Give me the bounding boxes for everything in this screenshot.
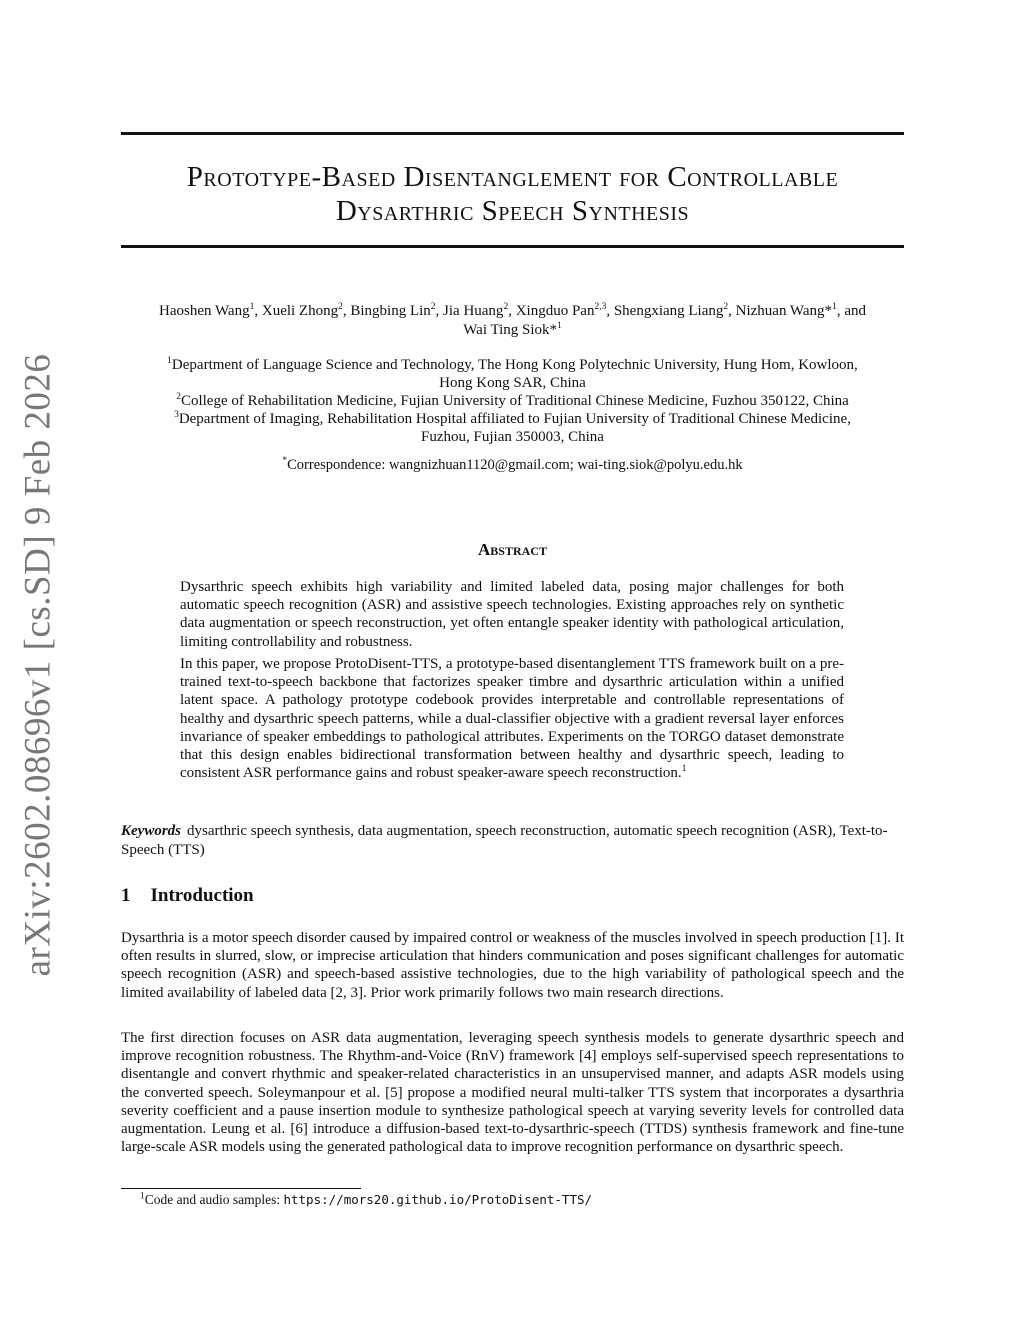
affiliation-text: Fuzhou, Fujian 350003, China <box>421 429 604 445</box>
affiliation-text: Department of Imaging, Rehabilitation Hospital affiliated to Fujian University of Traditional Chinese Medicine, <box>178 411 851 427</box>
affiliation-text: Department of Language Science and Technology, The Hong Kong Polytechnic University, Hung Hom, Kowloon, <box>171 357 858 373</box>
footnote-mark: 1 <box>140 1191 145 1202</box>
affiliation-text: Hong Kong SAR, China <box>439 375 586 391</box>
affiliation-mark: 2 <box>176 392 181 402</box>
affiliation-2 <box>121 392 904 410</box>
author-separator: , and <box>836 303 866 319</box>
author-name: , Xingduo Pan <box>508 303 595 319</box>
title-line-1: Prototype-Based Disentanglement for Controllable <box>186 161 839 193</box>
footnote-url[interactable]: https://mors20.github.io/ProtoDisent-TTS/ <box>283 1192 593 1207</box>
affiliation-mark: 2,3 <box>594 302 607 312</box>
author-name: , Jia Huang <box>435 303 504 319</box>
affiliation-text: College of Rehabilitation Medicine, Fujian University of Traditional Chinese Medicine, Fuzhou 350122, China <box>180 393 849 409</box>
author-name: , Nizhuan Wang* <box>728 303 833 319</box>
title-bottom-rule <box>121 245 904 248</box>
affiliation-mark: 2 <box>723 302 729 312</box>
arxiv-identifier: arXiv:2602.08696v1 [cs.SD] 9 Feb 2026 <box>17 353 59 977</box>
affiliation-mark: 1 <box>249 302 255 312</box>
abstract-text: In this paper, we propose ProtoDisent-TTS, a prototype-based disentanglement TTS framework built on a pre-trained text-to-speech backbone that factorizes speaker timbre and dysarthric articulation within a unified latent space. A pathology prototype codebook provides interpretable and controllable representations of healthy and dysarthric speech patterns, while a dual-classifier objective with a gradient reversal layer enforces invariance of speaker embeddings to pathological attributes. Experiments on the TORGO dataset demonstrate that this design enables bidirectional transformation between healthy and dysarthric speech, leading to consistent ASR performance gains and robust speaker-aware speech reconstruction. <box>180 656 844 782</box>
affiliation-mark: 2 <box>503 302 509 312</box>
footnote-rule <box>121 1188 361 1189</box>
correspondence-text: Correspondence: wangnizhuan1120@gmail.com; wai-ting.siok@polyu.edu.hk <box>287 457 743 473</box>
paper-title <box>121 160 904 228</box>
affiliation-mark: 1 <box>167 356 172 366</box>
section-title: Introduction <box>150 885 254 906</box>
body-paragraph-2: The first direction focuses on ASR data augmentation, leveraging speech synthesis models to generate dysarthric speech and improve recognition robustness. The Rhythm-and-Voice (RnV) framework [4] employs self-supervised speech representations to disentangle and convert rhythmic and speaker-related characteristics in an unsupervised manner, and adapts ASR models using the converted speech. Soleymanpour et al. [5] propose a modified neural multi-talker TTS system that incorporates a dysarthria severity coefficient and a pause insertion module to synthesize pathological speech at varying severity levels for controlled data augmentation. Leung et al. [6] introduce a diffusion-based text-to-dysarthric-speech (TTDS) synthesis framework and fine-tune large-scale ASR models using the generated pathological data to improve recognition performance on dysarthric speech. <box>121 1030 904 1156</box>
author-name: , Xueli Zhong <box>254 303 339 319</box>
correspondence <box>121 457 904 474</box>
title-top-rule <box>121 132 904 135</box>
footnote-label: Code and audio samples: <box>144 1192 284 1207</box>
keywords-label: Keywords <box>121 823 181 839</box>
affiliation-mark: 3 <box>174 410 179 420</box>
author-list <box>121 302 904 340</box>
affiliation-mark: 1 <box>557 321 562 331</box>
affiliation-3 <box>121 410 904 446</box>
author-name: Wai Ting Siok* <box>463 322 558 338</box>
author-name: , Shengxiang Liang <box>606 303 724 319</box>
section-number: 1 <box>121 885 131 906</box>
keywords <box>121 822 904 859</box>
author-name: Haoshen Wang <box>159 303 250 319</box>
correspondence-mark: * <box>282 456 288 467</box>
affiliation-mark: 1 <box>832 302 837 312</box>
affiliation-mark: 2 <box>338 302 343 312</box>
affiliation-mark: 2 <box>430 302 436 312</box>
abstract-heading: Abstract <box>478 540 547 559</box>
author-name: , Bingbing Lin <box>342 303 431 319</box>
footnote <box>140 1192 592 1208</box>
affiliation-1 <box>121 356 904 392</box>
abstract-paragraph-2 <box>180 655 844 782</box>
section-heading-introduction <box>121 885 254 907</box>
footnote-mark: 1 <box>681 764 687 775</box>
keywords-text: dysarthric speech synthesis, data augmentation, speech reconstruction, automatic speech recognition (ASR), Text-to-Speech (TTS) <box>121 823 888 858</box>
body-paragraph-1: Dysarthria is a motor speech disorder caused by impaired control or weakness of the muscles involved in speech production [1]. It often results in slurred, slow, or imprecise articulation that hinders communication and poses significant challenges for automatic speech recognition (ASR) and speech-based assistive technologies, due to the high variability of pathological speech and the limited availability of labeled data [2, 3]. Prior work primarily follows two main research directions. <box>121 930 904 1001</box>
abstract-paragraph-1: Dysarthric speech exhibits high variability and limited labeled data, posing major challenges for both automatic speech recognition (ASR) and assistive speech technologies. Existing approaches rely on synthetic data augmentation or speech reconstruction, yet often entangle speaker identity with pathological articulation, limiting controllability and robustness. <box>180 579 844 650</box>
arxiv-sidebar-stamp <box>8 353 68 977</box>
title-line-2: Dysarthric Speech Synthesis <box>335 195 690 227</box>
